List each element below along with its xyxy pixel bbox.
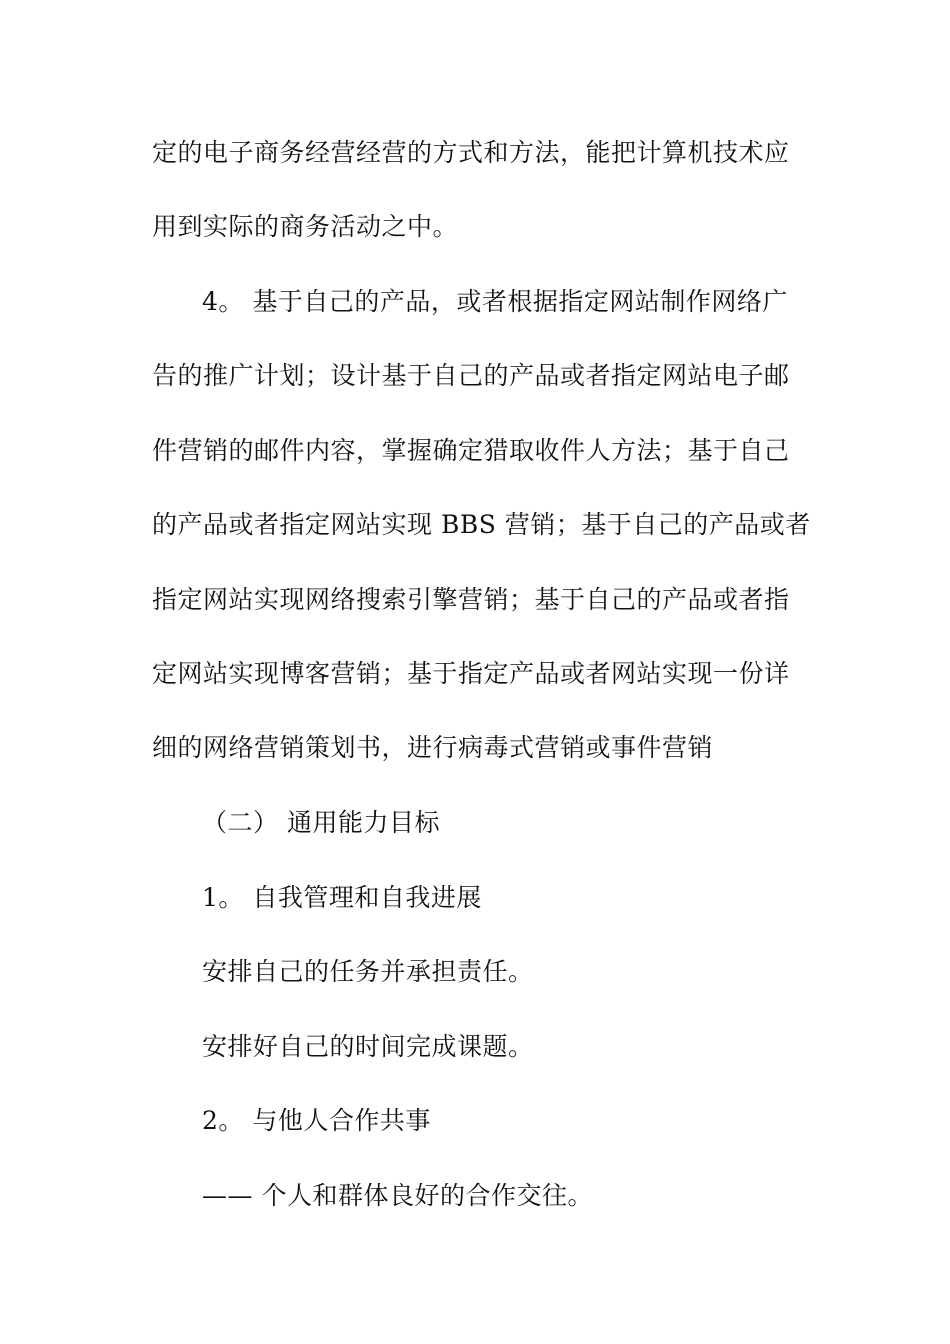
body-text-line: 指定网站实现网络搜索引擎营销；基于自己的产品或者指: [152, 585, 790, 614]
body-text-line: 件营销的邮件内容，掌握确定猎取收件人方法；基于自己: [152, 436, 790, 465]
item-point: 安排好自己的时间完成课题。: [202, 1032, 534, 1061]
item-heading-2: 2。 与他人合作共事: [202, 1106, 431, 1135]
item-heading-1: 1。 自我管理和自我进展: [202, 883, 482, 912]
item-point: 安排自己的任务并承担责任。: [202, 957, 534, 986]
list-item-4-first-line: 4。 基于自己的产品，或者根据指定网站制作网络广: [202, 287, 788, 316]
body-text-line: 定的电子商务经营经营的方式和方法，能把计算机技术应: [152, 138, 790, 167]
body-text-line: 用到实际的商务活动之中。: [152, 212, 459, 241]
section-heading: （二） 通用能力目标: [202, 808, 440, 837]
body-text-line: 告的推广计划；设计基于自己的产品或者指定网站电子邮: [152, 361, 790, 390]
body-text-line: 的产品或者指定网站实现 BBS 营销；基于自己的产品或者: [152, 510, 811, 539]
body-text-line: 定网站实现博客营销；基于指定产品或者网站实现一份详: [152, 659, 790, 688]
item-point: —— 个人和群体良好的合作交往。: [202, 1181, 593, 1210]
body-text-line: 细的网络营销策划书，进行病毒式营销或事件营销: [152, 733, 714, 762]
